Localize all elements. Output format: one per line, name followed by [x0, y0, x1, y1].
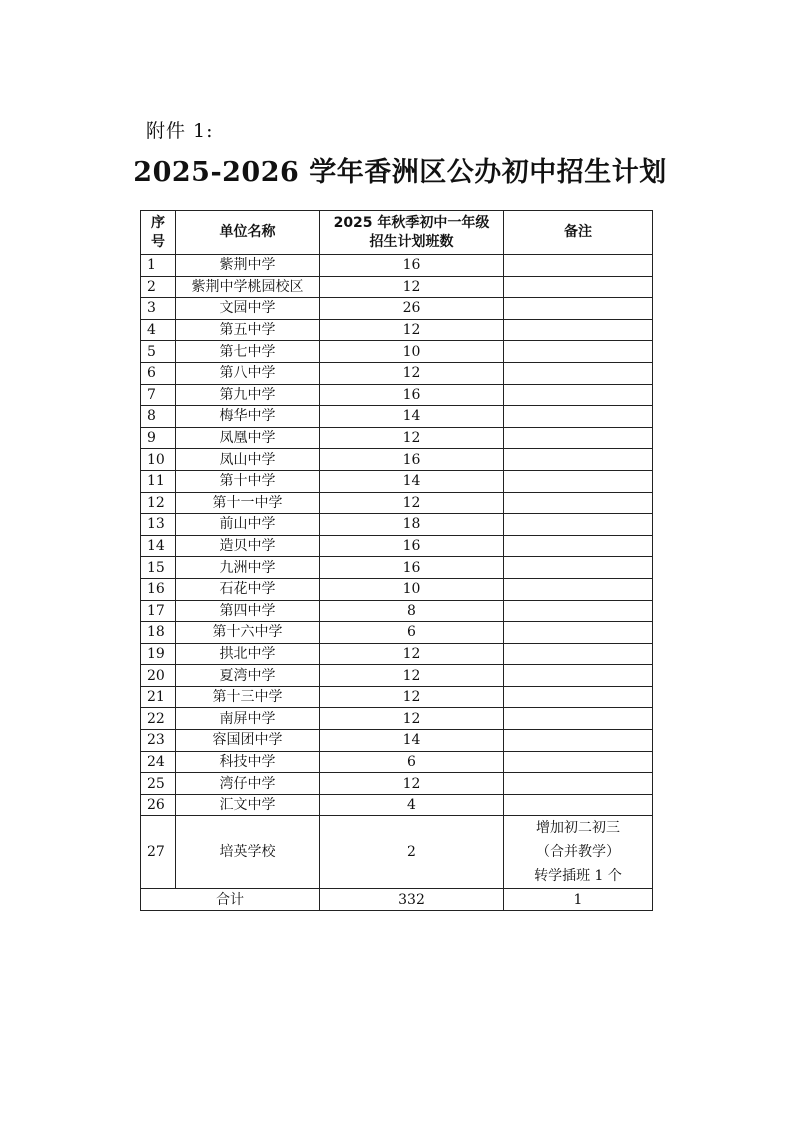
class-count: 2	[320, 816, 504, 889]
total-row	[141, 889, 653, 911]
row-number: 11	[141, 470, 176, 492]
row-note	[504, 773, 653, 795]
class-count: 6	[320, 751, 504, 773]
header-note: 备注	[504, 211, 653, 255]
unit-name: 第四中学	[176, 600, 320, 622]
class-count: 12	[320, 362, 504, 384]
class-count: 12	[320, 665, 504, 687]
table-row	[141, 492, 653, 514]
table-row	[141, 686, 653, 708]
unit-name: 夏湾中学	[176, 665, 320, 687]
row-note	[504, 298, 653, 320]
class-count: 10	[320, 341, 504, 363]
unit-name: 紫荆中学桃园校区	[176, 276, 320, 298]
note-line3: 转学插班 1 个	[534, 868, 622, 885]
class-count: 10	[320, 578, 504, 600]
row-note	[504, 255, 653, 277]
unit-name: 凤凰中学	[176, 427, 320, 449]
unit-name: 第十三中学	[176, 686, 320, 708]
row-note	[504, 319, 653, 341]
unit-name: 第十六中学	[176, 622, 320, 644]
row-note	[504, 578, 653, 600]
row-number: 23	[141, 730, 176, 752]
class-count: 12	[320, 773, 504, 795]
row-note	[504, 557, 653, 579]
row-note	[504, 600, 653, 622]
table-row	[141, 341, 653, 363]
unit-name: 第十中学	[176, 470, 320, 492]
row-number: 6	[141, 362, 176, 384]
unit-name: 前山中学	[176, 514, 320, 536]
row-note	[504, 730, 653, 752]
row-number: 8	[141, 406, 176, 428]
unit-name: 容国团中学	[176, 730, 320, 752]
header-unit: 单位名称	[176, 211, 320, 255]
note-line1: 增加初二初三	[536, 820, 620, 837]
row-note	[504, 427, 653, 449]
row-note	[504, 362, 653, 384]
table-row	[141, 773, 653, 795]
class-count: 12	[320, 492, 504, 514]
attachment-label: 附件 1:	[146, 120, 214, 142]
unit-name: 梅华中学	[176, 406, 320, 428]
row-number: 7	[141, 384, 176, 406]
total-classes: 332	[320, 889, 504, 911]
unit-name: 科技中学	[176, 751, 320, 773]
table-row	[141, 708, 653, 730]
class-count: 12	[320, 708, 504, 730]
row-note	[504, 406, 653, 428]
row-number: 4	[141, 319, 176, 341]
row-note	[504, 470, 653, 492]
table-row	[141, 514, 653, 536]
unit-name: 第十一中学	[176, 492, 320, 514]
row-number: 13	[141, 514, 176, 536]
total-note: 1	[504, 889, 653, 911]
row-number: 18	[141, 622, 176, 644]
row-number: 22	[141, 708, 176, 730]
unit-name: 紫荆中学	[176, 255, 320, 277]
row-number: 17	[141, 600, 176, 622]
unit-name: 第七中学	[176, 341, 320, 363]
row-number: 9	[141, 427, 176, 449]
total-label: 合计	[141, 889, 320, 911]
note-line2: （合并教学）	[536, 844, 620, 861]
row-number: 5	[141, 341, 176, 363]
class-count: 14	[320, 730, 504, 752]
row-note	[504, 686, 653, 708]
class-count: 16	[320, 384, 504, 406]
class-count: 14	[320, 470, 504, 492]
table-row-27	[141, 816, 653, 889]
row-number: 25	[141, 773, 176, 795]
unit-name: 南屏中学	[176, 708, 320, 730]
table-row	[141, 276, 653, 298]
header-plan	[320, 211, 504, 255]
class-count: 16	[320, 557, 504, 579]
table-body	[141, 255, 653, 816]
row-note	[504, 535, 653, 557]
table-row	[141, 622, 653, 644]
enrollment-plan-table	[140, 210, 653, 911]
table-row	[141, 449, 653, 471]
table-row	[141, 319, 653, 341]
row-note	[504, 514, 653, 536]
row-note	[504, 816, 653, 889]
class-count: 14	[320, 406, 504, 428]
document-title: 2025-2026 学年香洲区公办初中招生计划	[133, 157, 667, 188]
row-note	[504, 276, 653, 298]
row-number: 3	[141, 298, 176, 320]
unit-name: 第八中学	[176, 362, 320, 384]
class-count: 12	[320, 427, 504, 449]
unit-name: 石花中学	[176, 578, 320, 600]
row-note	[504, 341, 653, 363]
unit-name: 文园中学	[176, 298, 320, 320]
table-row	[141, 600, 653, 622]
row-note	[504, 449, 653, 471]
table-row	[141, 751, 653, 773]
table-row	[141, 535, 653, 557]
table-row	[141, 255, 653, 277]
class-count: 12	[320, 319, 504, 341]
class-count: 18	[320, 514, 504, 536]
row-number: 27	[141, 816, 176, 889]
table-row	[141, 730, 653, 752]
header-seq-line2: 号	[151, 233, 165, 250]
row-number: 16	[141, 578, 176, 600]
row-number: 2	[141, 276, 176, 298]
unit-name: 拱北中学	[176, 643, 320, 665]
row-number: 24	[141, 751, 176, 773]
class-count: 12	[320, 276, 504, 298]
table-row	[141, 427, 653, 449]
row-number: 19	[141, 643, 176, 665]
table-row	[141, 578, 653, 600]
row-number: 12	[141, 492, 176, 514]
row-note	[504, 492, 653, 514]
class-count: 26	[320, 298, 504, 320]
header-seq-line1: 序	[151, 214, 165, 231]
header-plan-line2: 招生计划班数	[369, 233, 454, 250]
unit-name: 凤山中学	[176, 449, 320, 471]
row-note	[504, 384, 653, 406]
unit-name: 第九中学	[176, 384, 320, 406]
header-plan-line1: 2025 年秋季初中一年级	[333, 214, 490, 231]
unit-name: 第五中学	[176, 319, 320, 341]
unit-name: 汇文中学	[176, 794, 320, 816]
unit-name: 九洲中学	[176, 557, 320, 579]
row-number: 1	[141, 255, 176, 277]
table-row	[141, 665, 653, 687]
class-count: 16	[320, 535, 504, 557]
row-number: 26	[141, 794, 176, 816]
class-count: 16	[320, 449, 504, 471]
table-row	[141, 470, 653, 492]
table-row	[141, 557, 653, 579]
row-number: 15	[141, 557, 176, 579]
unit-name: 湾仔中学	[176, 773, 320, 795]
row-number: 20	[141, 665, 176, 687]
table-row	[141, 794, 653, 816]
table-row	[141, 643, 653, 665]
row-note	[504, 794, 653, 816]
table-row	[141, 384, 653, 406]
row-note	[504, 622, 653, 644]
row-note	[504, 751, 653, 773]
class-count: 8	[320, 600, 504, 622]
unit-name: 造贝中学	[176, 535, 320, 557]
class-count: 4	[320, 794, 504, 816]
class-count: 6	[320, 622, 504, 644]
row-note	[504, 643, 653, 665]
table-row	[141, 362, 653, 384]
header-seq	[141, 211, 176, 255]
row-number: 14	[141, 535, 176, 557]
row-note	[504, 665, 653, 687]
class-count: 12	[320, 686, 504, 708]
row-note	[504, 708, 653, 730]
unit-name: 培英学校	[176, 816, 320, 889]
class-count: 12	[320, 643, 504, 665]
table-row	[141, 298, 653, 320]
class-count: 16	[320, 255, 504, 277]
table-row	[141, 406, 653, 428]
row-number: 10	[141, 449, 176, 471]
table-header-row	[141, 211, 653, 255]
row-number: 21	[141, 686, 176, 708]
